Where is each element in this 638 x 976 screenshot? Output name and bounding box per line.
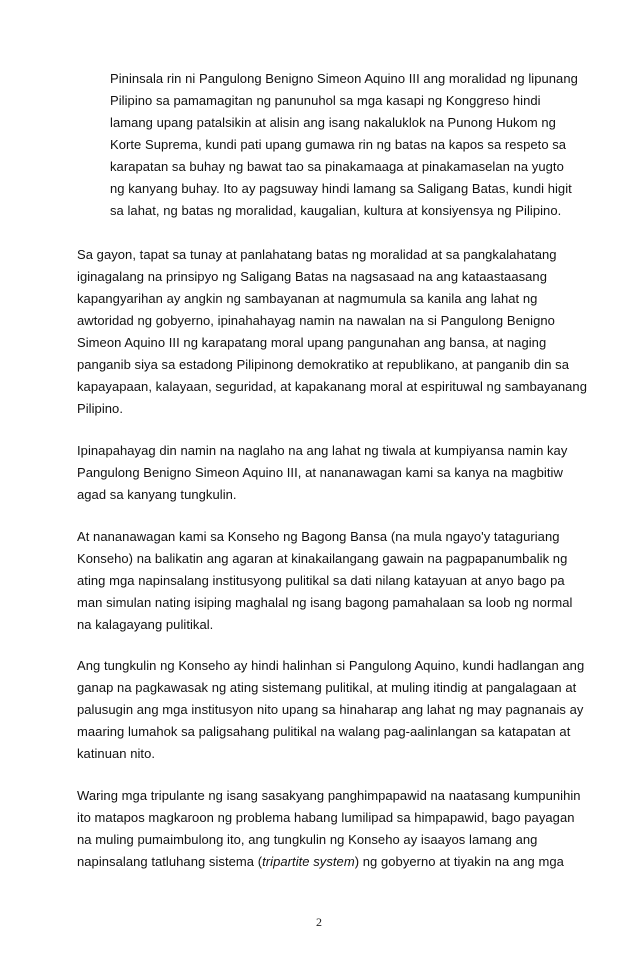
- page-number: 2: [315, 915, 323, 929]
- paragraph-line: karapatan sa buhay ng bawat tao sa pinakamaaga at pinakamaselan na yugto: [110, 159, 564, 174]
- paragraph-line: At nananawagan kami sa Konseho ng Bagong Bansa (na mula ngayo'y tataguriang: [77, 529, 560, 544]
- paragraph-line: ito matapos magkaroon ng problema habang lumilipad sa himpapawid, bago payagan: [77, 810, 575, 825]
- paragraph-line: [77, 851, 582, 873]
- paragraph-line: kapayapaan, kalayaan, seguridad, at kapakanang moral at espirituwal ng sambayanang: [77, 379, 587, 394]
- paragraph-line: ganap na pagkawasak ng ating sistemang pulitikal, at muling itindig at pangalagaan at: [77, 680, 577, 695]
- paragraph-line: agad sa kanyang tungkulin.: [77, 487, 237, 502]
- paragraph-line: ng kanyang buhay. Ito ay pagsuway hindi lamang sa Saligang Batas, kundi higit: [110, 181, 572, 196]
- paragraph-tungkulin: [77, 655, 585, 765]
- paragraph-line: Pininsala rin ni Pangulong Benigno Simeon Aquino III ang moralidad ng lipunang: [110, 71, 578, 86]
- paragraph-line: kapangyarihan ay angkin ng sambayanan at nagmumula sa kanila ang lahat ng: [77, 291, 538, 306]
- paragraph-tripulante: [77, 785, 582, 873]
- italic-term: tripartite system: [262, 854, 355, 869]
- paragraph-line: Ipinapahayag din namin na naglaho na ang lahat ng tiwala at kumpiyansa namin kay: [77, 443, 568, 458]
- paragraph-sa-gayon: [77, 244, 587, 420]
- paragraph-line: katinuan nito.: [77, 746, 156, 761]
- paragraph-line: sa lahat, ng batas ng moralidad, kaugalian, kultura at konsiyensya ng Pilipino.: [110, 203, 562, 218]
- paragraph-line: Waring mga tripulante ng isang sasakyang panghimpapawid na naatasang kumpunihin: [77, 788, 581, 803]
- paragraph-nananawagan: [77, 526, 582, 636]
- indented-paragraph: [110, 68, 590, 222]
- text-run: napinsalang tatluhang sistema (: [77, 854, 263, 869]
- paragraph-line: palusugin ang mga institusyon nito upang sa hinaharap ang lahat ng may pagnanais ay: [77, 702, 584, 717]
- paragraph-line: Sa gayon, tapat sa tunay at panlahatang batas ng moralidad at sa pangkalahatang: [77, 247, 557, 262]
- paragraph-line: Pilipino sa pamamagitan ng panunuhol sa mga kasapi ng Konggreso hindi: [110, 93, 541, 108]
- paragraph-line: Pilipino.: [77, 401, 123, 416]
- text-run: ) ng gobyerno at tiyakin na ang mga: [354, 854, 564, 869]
- paragraph-line: na muling pumaimbulong ito, ang tungkulin ng Konseho ay isaayos lamang ang: [77, 832, 538, 847]
- paragraph-line: Pangulong Benigno Simeon Aquino III, at nananawagan kami sa kanya na magbitiw: [77, 465, 563, 480]
- paragraph-line: panganib siya sa estadong Pilipinong demokratiko at republikano, at panganib din sa: [77, 357, 569, 372]
- paragraph-line: Ang tungkulin ng Konseho ay hindi halinhan si Pangulong Aquino, kundi hadlangan ang: [77, 658, 585, 673]
- paragraph-ipinapahayag: [77, 440, 582, 506]
- paragraph-line: Simeon Aquino III ng karapatang moral upang pangunahan ang bansa, at naging: [77, 335, 547, 350]
- paragraph-line: lamang upang patalsikin at alisin ang isang nakaluklok na Punong Hukom ng: [110, 115, 556, 130]
- paragraph-line: Korte Suprema, kundi pati upang gumawa rin ng batas na kapos sa respeto sa: [110, 137, 567, 152]
- paragraph-line: na kalagayang pulitikal.: [77, 617, 214, 632]
- paragraph-line: man simulan nating isiping maghalal ng isang bagong pamahalaan sa loob ng normal: [77, 595, 573, 610]
- paragraph-line: ating mga napinsalang institusyong pulitikal sa dati nilang katayuan at anyo bago pa: [77, 573, 565, 588]
- paragraph-line: Konseho) na balikatin ang agaran at kinakailangang gawain na pagpapanumbalik ng: [77, 551, 568, 566]
- paragraph-line: awtoridad ng gobyerno, ipinahahayag namin na nawalan na si Pangulong Benigno: [77, 313, 555, 328]
- paragraph-line: maaring lumahok sa paligsahang pulitikal na walang pag-aalinlangan sa katapatan at: [77, 724, 571, 739]
- paragraph-line: iginagalang na prinsipyo ng Saligang Batas na nagsasaad na ang kataastaasang: [77, 269, 547, 284]
